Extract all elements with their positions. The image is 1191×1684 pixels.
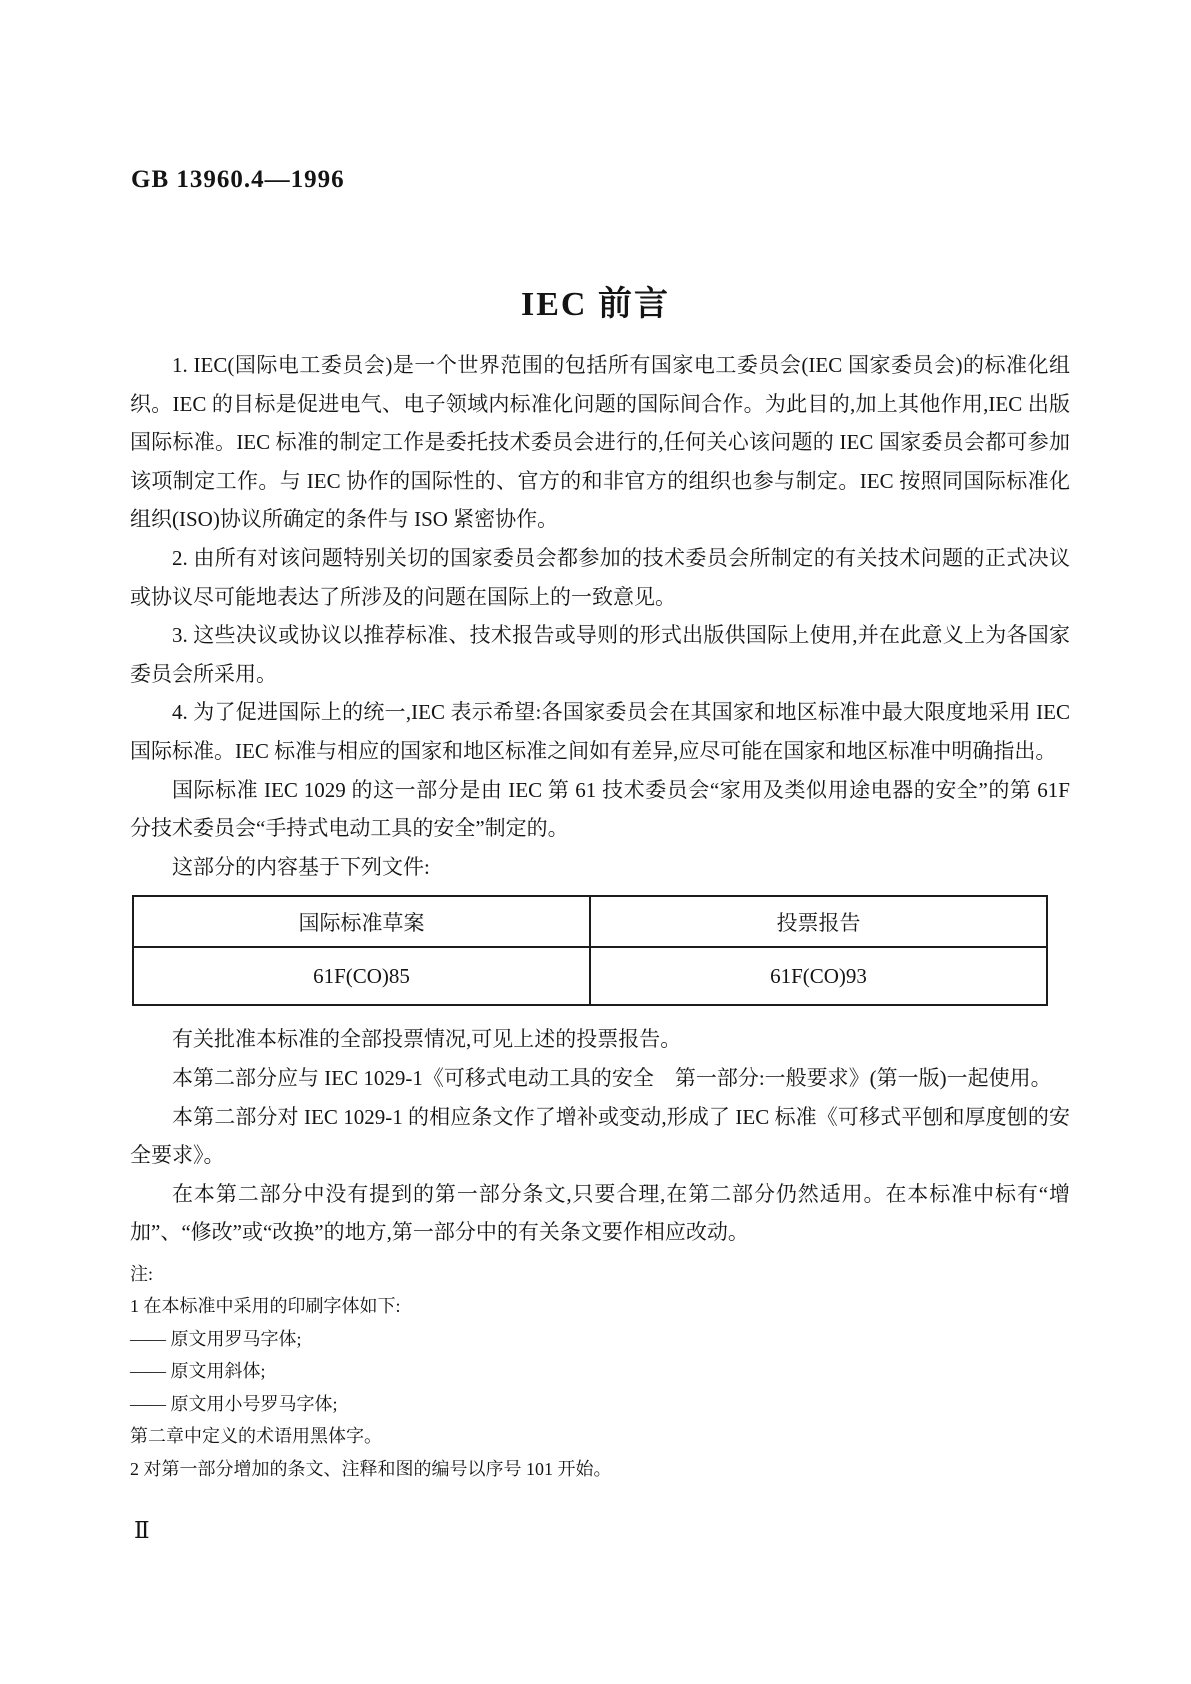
notes-label: 注: bbox=[130, 1263, 154, 1284]
source-documents-table bbox=[132, 895, 1048, 1006]
document-body bbox=[130, 346, 1070, 1485]
table-cell-vote-report-value: 61F(CO)93 bbox=[590, 947, 1047, 1005]
paragraph-10: 在本第二部分中没有提到的第一部分条文,只要合理,在第二部分仍然适用。在本标准中标有“增加”、“修改”或“改换”的地方,第一部分中的有关条文要作相应改动。 bbox=[130, 1181, 1070, 1245]
table-cell-draft-value: 61F(CO)85 bbox=[133, 947, 590, 1005]
paragraph-8: 本第二部分应与 IEC 1029-1《可移式电动工具的安全 第一部分:一般要求》(第一版)一起使用。 bbox=[172, 1065, 1052, 1090]
table-header-vote-report: 投票报告 bbox=[590, 896, 1047, 947]
page-title: IEC 前言 bbox=[521, 286, 670, 323]
paragraph-7: 有关批准本标准的全部投票情况,可见上述的投票报告。 bbox=[172, 1027, 682, 1052]
note-item-2: 2 对第一部分增加的条文、注释和图的编号以序号 101 开始。 bbox=[130, 1458, 612, 1479]
note-item-1: 1 在本标准中采用的印刷字体如下: bbox=[130, 1296, 401, 1317]
paragraph-1: 1. IEC(国际电工委员会)是一个世界范围的包括所有国家电工委员会(IEC 国家委员会)的标准化组织。IEC 的目标是促进电气、电子领域内标准化问题的国际间合作。为此目的,加上其他作用,IEC 出版国际标准。IEC 标准的制定工作是委托技术委员会进行的,任何关心该问题的 IEC 国家委员会都可参加该项制定工作。与 IEC 协作的国际性的、官方的和非官方的组织也参与制定。IEC 按照同国际标准化组织(ISO)协议所确定的条件与 ISO 紧密协作。 bbox=[130, 353, 1070, 532]
table-row bbox=[133, 947, 1047, 1005]
table-header-draft: 国际标准草案 bbox=[133, 896, 590, 947]
paragraph-6-table-intro: 这部分的内容基于下列文件: bbox=[172, 854, 430, 879]
standard-number: GB 13960.4—1996 bbox=[131, 166, 345, 193]
paragraph-2: 2. 由所有对该问题特别关切的国家委员会都参加的技术委员会所制定的有关技术问题的正式决议或协议尽可能地表达了所涉及的问题在国际上的一致意见。 bbox=[130, 545, 1070, 609]
paragraph-3: 3. 这些决议或协议以推荐标准、技术报告或导则的形式出版供国际上使用,并在此意义上为各国家委员会所采用。 bbox=[130, 623, 1070, 686]
note-bullet-3: —— 原文用小号罗马字体; bbox=[130, 1393, 338, 1414]
paragraph-5: 国际标准 IEC 1029 的这一部分是由 IEC 第 61 技术委员会“家用及类似用途电器的安全”的第 61F 分技术委员会“手持式电动工具的安全”制定的。 bbox=[130, 777, 1070, 841]
table-header-row bbox=[133, 896, 1047, 947]
paragraph-9: 本第二部分对 IEC 1029-1 的相应条文作了增补或变动,形成了 IEC 标准《可移式平刨和厚度刨的安全要求》。 bbox=[130, 1104, 1070, 1168]
notes-section bbox=[130, 1258, 1070, 1486]
note-sub-item: 第二章中定义的术语用黑体字。 bbox=[130, 1426, 382, 1447]
note-bullet-1: —— 原文用罗马字体; bbox=[130, 1328, 302, 1349]
page-number: Ⅱ bbox=[134, 1518, 150, 1543]
paragraph-4: 4. 为了促进国际上的统一,IEC 表示希望:各国家委员会在其国家和地区标准中最大限度地采用 IEC 国际标准。IEC 标准与相应的国家和地区标准之间如有差异,应尽可能在国家和地区标准中明确指出。 bbox=[130, 700, 1070, 763]
note-bullet-2: —— 原文用斜体; bbox=[130, 1361, 266, 1382]
